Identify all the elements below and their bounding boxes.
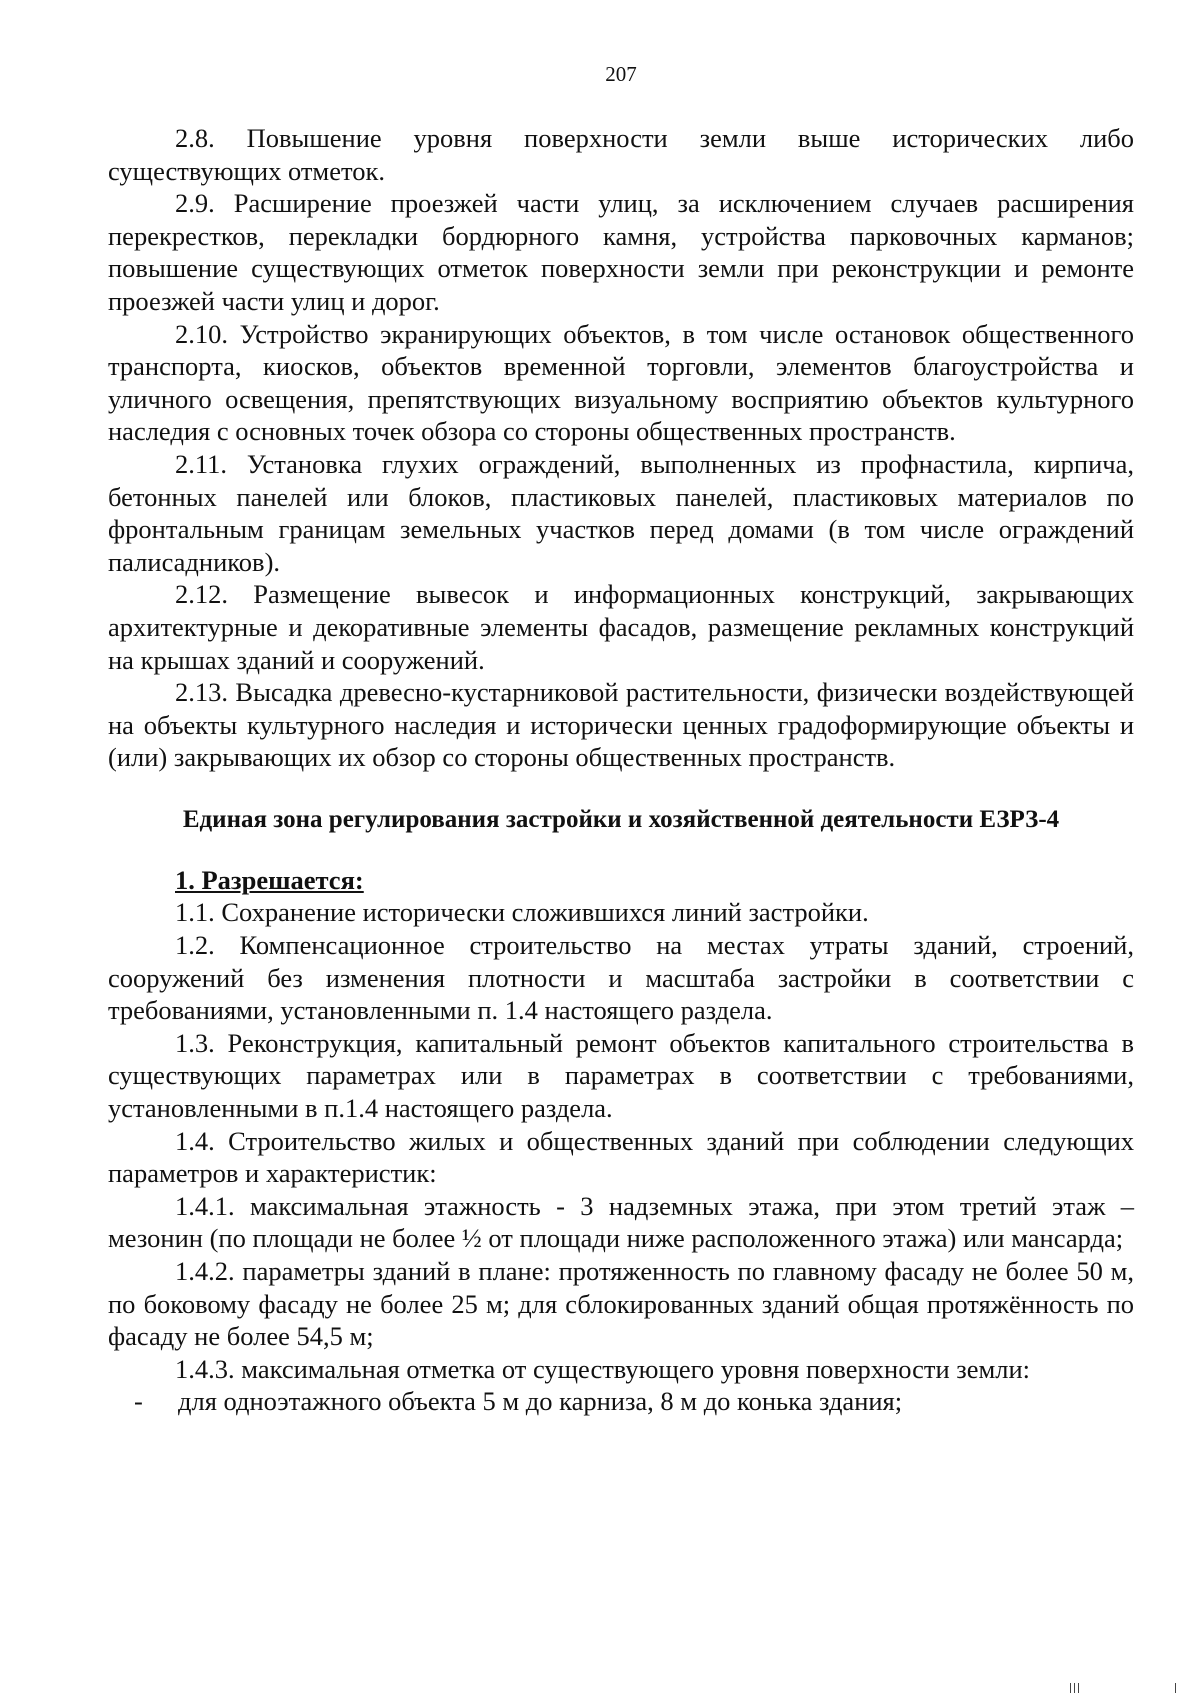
- scan-artifact: [1070, 1683, 1071, 1693]
- paragraph-2-12: 2.12. Размещение вывесок и информационных конструкций, закрывающих архитектурные и декоративные элементы фасадов, размещение рекламных конструкций на крышах зданий и сооружений.: [108, 579, 1134, 675]
- bullet-dash: -: [134, 1386, 143, 1417]
- scan-artifact: [1074, 1683, 1075, 1693]
- paragraph-1-4: 1.4. Строительство жилых и общественных зданий при соблюдении следующих параметров и характеристик:: [108, 1125, 1134, 1189]
- paragraph-1-2: 1.2. Компенсационное строительство на местах утраты зданий, строений, сооружений без изменения плотности и масштаба застройки в соответствии с требованиями, установленными п. 1.4 настоящего раздела.: [108, 930, 1134, 1026]
- list-item-text: для одноэтажного объекта 5 м до карниза, 8 м до конька здания;: [178, 1386, 903, 1417]
- paragraph-2-13: 2.13. Высадка древесно-кустарниковой растительности, физически воздействующей на объекты культурного наследия и исторически ценных градоформирующие объекты и (или) закрывающих их обзор со стороны общественных пространств.: [108, 677, 1134, 773]
- paragraph-1-4-2: 1.4.2. параметры зданий в плане: протяженность по главному фасаду не более 50 м, по боковому фасаду не более 25 м; для сблокированных зданий общая протяжённость по фасаду не более 54,5 м;: [108, 1256, 1134, 1352]
- zone-heading: Единая зона регулирования застройки и хозяйственной деятельности ЕЗРЗ-4: [182, 805, 1060, 833]
- paragraph-2-8: 2.8. Повышение уровня поверхности земли выше исторических либо существующих отметок.: [108, 123, 1134, 186]
- list-item: [108, 1385, 1134, 1418]
- paragraph-1-3: 1.3. Реконструкция, капитальный ремонт объектов капитального строительства в существующих параметрах или в параметрах в соответствии с требованиями, установленными в п.1.4 настоящего раздела.: [108, 1027, 1134, 1124]
- scan-artifact: [1078, 1683, 1079, 1693]
- paragraph-2-10: 2.10. Устройство экранирующих объектов, в том числе остановок общественного транспорта, киосков, объектов временной торговли, элементов благоустройства и уличного освещения, препятствующих визуальному восприятию объектов культурного наследия с основных точек обзора со стороны общественных пространств.: [108, 318, 1134, 447]
- paragraph-1-4-1: 1.4.1. максимальная этажность - 3 надземных этажа, при этом третий этаж – мезонин (по площади не более ½ от площади ниже расположенного этажа) или мансарда;: [108, 1190, 1134, 1254]
- document-page: [108, 60, 1134, 1418]
- paragraph-2-11: 2.11. Установка глухих ограждений, выполненных из профнастила, кирпича, бетонных панелей или блоков, пластиковых панелей, пластиковых материалов по фронтальным границам земельных участков перед домами (в том числе ограждений палисадников).: [108, 448, 1134, 577]
- page-number: 207: [605, 62, 637, 86]
- paragraph-1-4-3: 1.4.3. максимальная отметка от существующего уровня поверхности земли:: [175, 1353, 1031, 1384]
- paragraph-2-9: 2.9. Расширение проезжей части улиц, за исключением случаев расширения перекрестков, перекладки бордюрного камня, устройства парковочных карманов; повышение существующих отметок поверхности земли при реконструкции и ремонте проезжей части улиц и дорог.: [108, 188, 1134, 316]
- scan-artifact: [1175, 1683, 1176, 1693]
- section-heading-allowed: 1. Разрешается:: [175, 864, 364, 895]
- paragraph-1-1: 1.1. Сохранение исторически сложившихся линий застройки.: [175, 897, 869, 928]
